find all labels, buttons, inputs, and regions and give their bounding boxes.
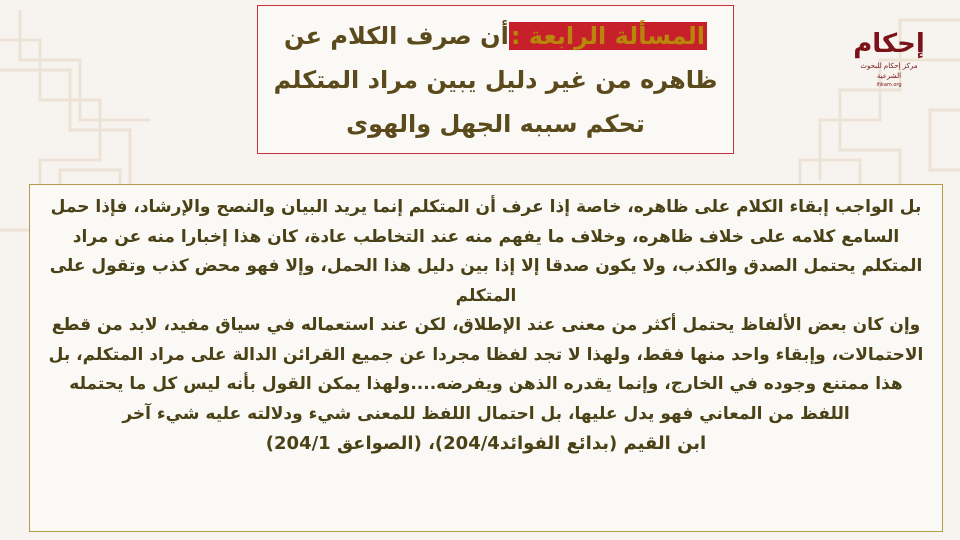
citation: ابن القيم (بدائع الفوائد204/4)، (الصواعق 204/1) [265, 433, 707, 454]
heading-line-3: تحكم سببه الجهل والهوى [346, 109, 645, 138]
heading-line-2: ظاهره من غير دليل يبين مراد المتكلم [273, 65, 718, 94]
quote-paragraph-1: بل الواجب إبقاء الكلام على ظاهره، خاصة إذا عرف أن المتكلم إنما يريد البيان والنصح والإرشاد، فإذا حمل السامع كلامه على خلاف ظاهره، وخلاف ما يفهم منه عند التخاطب عادة، كان هذا إخبارا منه عن مراد المتكلم يحتمل الصدق والكذب، ولا يكون صدقا إلا إذا بين دليل هذا الحمل، وإلا فهو محض كذب وتقول على المتكلم [49, 197, 923, 306]
logo-url: ihkam.org [876, 82, 902, 88]
heading-line-1-text: أن صرف الكلام عن [284, 21, 509, 50]
ihkam-logo [848, 27, 930, 95]
heading-line-1 [284, 14, 707, 58]
quote-paragraph-2: وإن كان بعض الألفاظ يحتمل أكثر من معنى عند الإطلاق، لكن عند استعماله في سياق مفيد، لابد من قطع الاحتمالات، وإبقاء واحد منها فقط، ولهذا لا تجد لفظا مجردا عن جميع القرائن الدالة على مراد المتكلم، بل هذا ممتنع وجوده في الخارج، وإنما يقدره الذهن ويفرضه....ولهذا يمكن القول بأنه ليس كل ما يحتمله اللفظ من المعاني فهو يدل عليها، بل احتمال اللفظ للمعنى شيء ودلالته عليه شيء آخر [48, 315, 924, 424]
logo-subtitle: مركز إحكام للبحوث الشرعية [860, 62, 918, 80]
quote-box [29, 184, 943, 532]
heading-label: المسألة الرابعة : [510, 21, 705, 50]
logo-mark: إحكام [853, 29, 925, 59]
heading-box [257, 5, 734, 154]
